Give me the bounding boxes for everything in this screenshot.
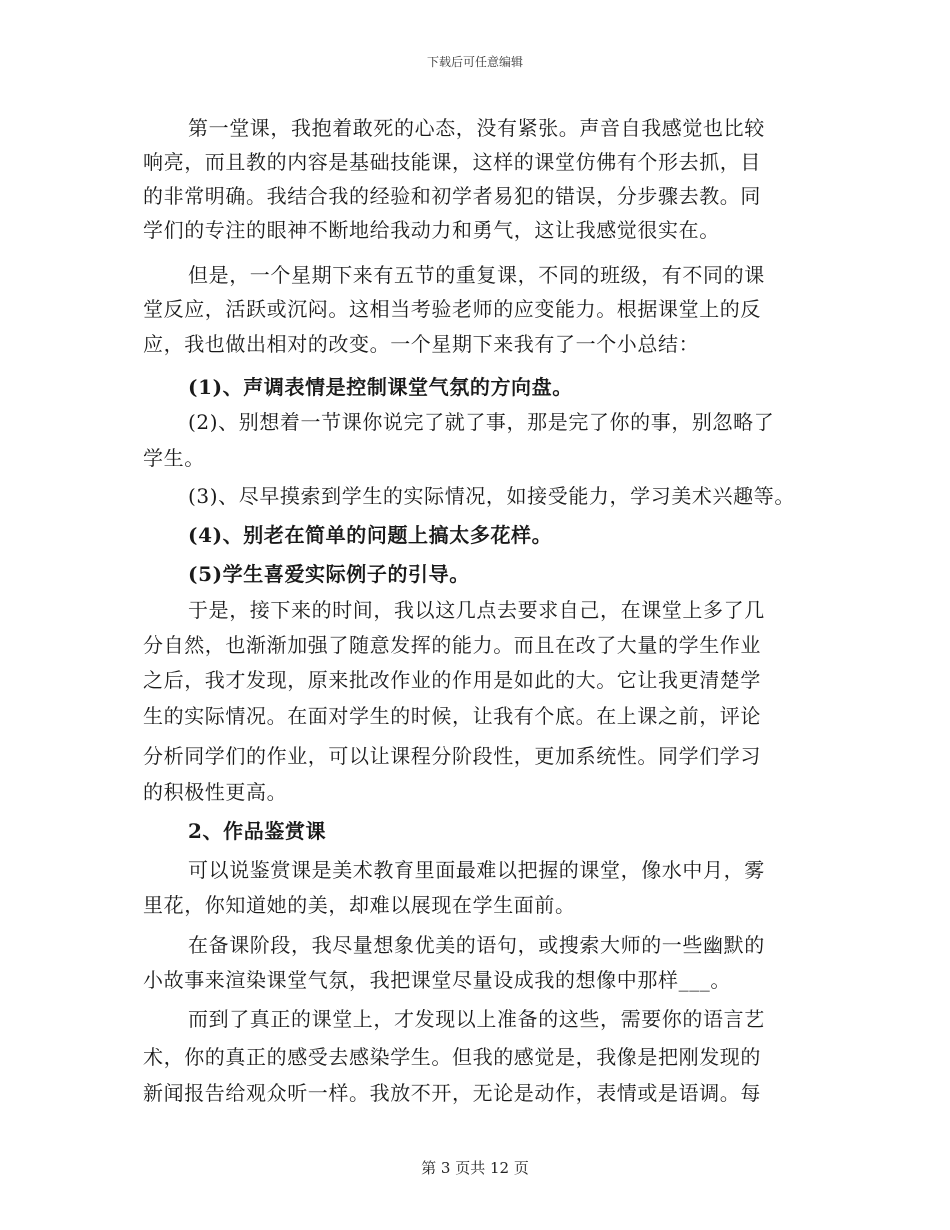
text-line: 应，我也做出相对的改变。一个星期下来我有了一个小总结： — [143, 332, 700, 356]
page-header: 下载后可任意编辑 — [426, 55, 523, 69]
list-item-bold: (1)、声调表情是控制课堂气氛的方向盘。 — [188, 375, 573, 399]
text-line: 的非常明确。我结合我的经验和初学者易犯的错误，分步骤去教。同 — [143, 184, 761, 208]
text-line: 而到了真正的课堂上，才发现以上准备的这些，需要你的语言艺 — [188, 1007, 765, 1031]
list-item: (3)、尽早摸索到学生的实际情况，如接受能力，学习美术兴趣等。 — [188, 484, 795, 508]
list-item-bold: (4)、别老在简单的问题上搞太多花样。 — [188, 523, 553, 547]
text-line: 可以说鉴赏课是美术教育里面最难以把握的课堂，像水中月，雾 — [188, 858, 765, 882]
text-line: 于是，接下来的时间，我以这几点去要求自己，在课堂上多了几 — [188, 598, 765, 622]
text-line: 小故事来渲染课堂气氛，我把课堂尽量设成我的想像中那样___。 — [143, 968, 731, 992]
text-line: 学生。 — [143, 446, 205, 470]
text-line: 生的实际情况。在面对学生的时候，让我有个底。在上课之前，评论 — [143, 704, 761, 728]
text-line: 堂反应，活跃或沉闷。这相当考验老师的应变能力。根据课堂上的反 — [143, 297, 761, 321]
text-line: 但是，一个星期下来有五节的重复课，不同的班级，有不同的课 — [188, 263, 765, 287]
text-line: 分析同学们的作业，可以让课程分阶段性，更加系统性。同学们学习 — [143, 744, 761, 768]
list-item: (2)、别想着一节课你说完了就了事，那是完了你的事，别忽略了 — [188, 410, 775, 434]
list-item-bold: (5)学生喜爱实际例子的引导。 — [188, 562, 470, 586]
text-line: 第一堂课，我抱着敢死的心态，没有紧张。声音自我感觉也比较 — [188, 116, 765, 140]
text-line: 响亮，而且教的内容是基础技能课，这样的课堂仿佛有个形去抓，目 — [143, 150, 761, 174]
text-line: 新闻报告给观众听一样。我放不开，无论是动作，表情或是语调。每 — [143, 1081, 761, 1105]
text-line: 之后，我才发现，原来批改作业的作用是如此的大。它让我更清楚学 — [143, 668, 761, 692]
text-line: 术，你的真正的感受去感染学生。但我的感觉是，我像是把刚发现的 — [143, 1045, 761, 1069]
text-line: 在备课阶段，我尽量想象优美的语句，或搜索大师的一些幽默的 — [188, 933, 765, 957]
text-line: 分自然，也渐渐加强了随意发挥的能力。而且在改了大量的学生作业 — [143, 633, 761, 657]
text-line: 学们的专注的眼神不断地给我动力和勇气，这让我感觉很实在。 — [143, 218, 720, 242]
text-line: 的积极性更高。 — [143, 780, 288, 804]
section-heading: 2、作品鉴赏课 — [188, 819, 327, 843]
page-footer: 第 3 页共 12 页 — [421, 1159, 529, 1177]
text-line: 里花，你知道她的美，却难以展现在学生面前。 — [143, 893, 576, 917]
